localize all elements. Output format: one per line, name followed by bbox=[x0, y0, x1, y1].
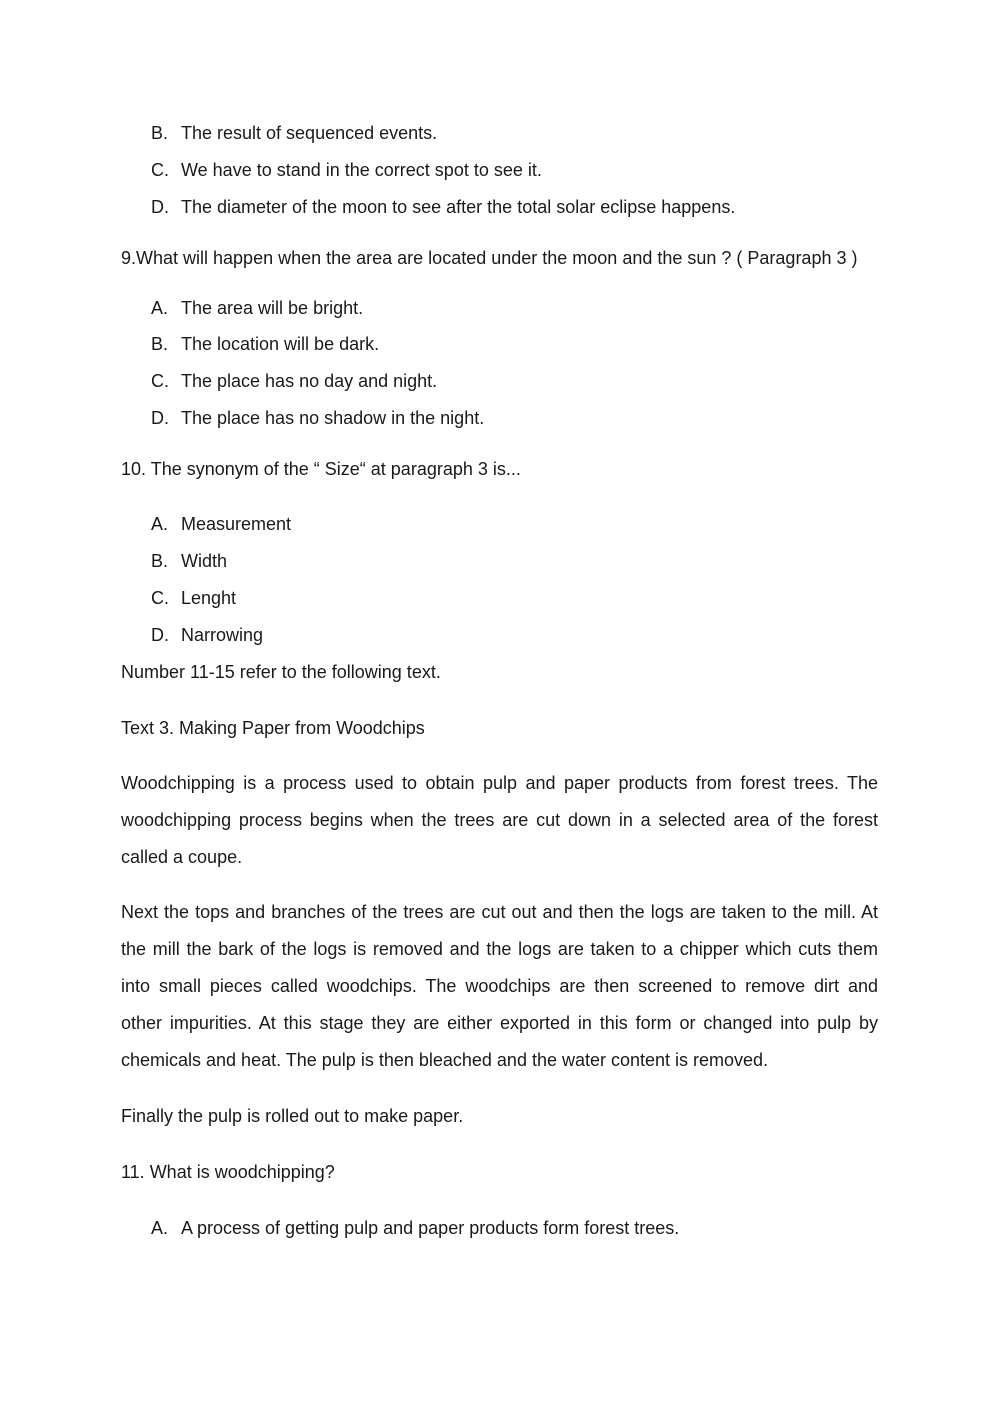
paragraph-1-line: called a coupe. bbox=[121, 847, 243, 867]
q10-option-a-text: Measurement bbox=[181, 514, 292, 534]
q10-option-d-letter: D. bbox=[151, 625, 169, 645]
q10-option-d-text: Narrowing bbox=[181, 625, 264, 645]
instruction-text: Number 11-15 refer to the following text. bbox=[121, 662, 441, 682]
q9-option-a-letter: A. bbox=[151, 298, 169, 318]
q10-option-c-letter: C. bbox=[151, 588, 169, 608]
q9-option-a-text: The area will be bright. bbox=[181, 298, 364, 318]
paragraph-2-line: other impurities. At this stage they are either exported in this form or changed into pulp by bbox=[121, 1013, 878, 1033]
q11-option-a-text: A process of getting pulp and paper products form forest trees. bbox=[181, 1218, 680, 1238]
paragraph-2-line: Next the tops and branches of the trees are cut out and then the logs are taken to the mill. At bbox=[121, 902, 878, 922]
q9-option-b-letter: B. bbox=[151, 334, 169, 354]
paragraph-2-line: chemicals and heat. The pulp is then bleached and the water content is removed. bbox=[121, 1050, 769, 1070]
paragraph-1-line: Woodchipping is a process used to obtain pulp and paper products from forest trees. The bbox=[121, 773, 878, 793]
paragraph-1-line: woodchipping process begins when the trees are cut down in a selected area of the forest bbox=[121, 810, 878, 830]
q9-option-c-text: The place has no day and night. bbox=[181, 371, 438, 391]
q8-option-b-text: The result of sequenced events. bbox=[181, 123, 438, 143]
text3-title: Text 3. Making Paper from Woodchips bbox=[121, 718, 425, 738]
q8-option-c-text: We have to stand in the correct spot to see it. bbox=[181, 160, 542, 180]
paragraph-2-line: the mill the bark of the logs is removed and the logs are taken to a chipper which cuts them bbox=[121, 939, 878, 959]
text3-paragraph-2 bbox=[121, 894, 878, 1079]
q11-option-a-letter: A. bbox=[151, 1218, 169, 1238]
q10-option-a-letter: A. bbox=[151, 514, 169, 534]
q9-option-b-text: The location will be dark. bbox=[181, 334, 380, 354]
text3-paragraph-3: Finally the pulp is rolled out to make paper. bbox=[121, 1106, 464, 1126]
q11-question: 11. What is woodchipping? bbox=[121, 1162, 335, 1182]
q8-option-c-letter: C. bbox=[151, 160, 169, 180]
q8-option-d-letter: D. bbox=[151, 197, 169, 217]
q9-question: 9.What will happen when the area are located under the moon and the sun ? ( Paragraph 3 ) bbox=[121, 248, 858, 268]
q8-option-b-letter: B. bbox=[151, 123, 169, 143]
q9-option-d-text: The place has no shadow in the night. bbox=[181, 408, 485, 428]
q9-option-c-letter: C. bbox=[151, 371, 169, 391]
paragraph-2-line: into small pieces called woodchips. The woodchips are then screened to remove dirt and bbox=[121, 976, 878, 996]
q9-option-d-letter: D. bbox=[151, 408, 169, 428]
q10-option-c-text: Lenght bbox=[181, 588, 237, 608]
text3-paragraph-1 bbox=[121, 765, 878, 876]
q10-option-b-text: Width bbox=[181, 551, 228, 571]
q8-option-d-text: The diameter of the moon to see after the total solar eclipse happens. bbox=[181, 197, 736, 217]
q10-option-b-letter: B. bbox=[151, 551, 169, 571]
q10-question: 10. The synonym of the “ Size“ at paragraph 3 is... bbox=[121, 459, 521, 479]
